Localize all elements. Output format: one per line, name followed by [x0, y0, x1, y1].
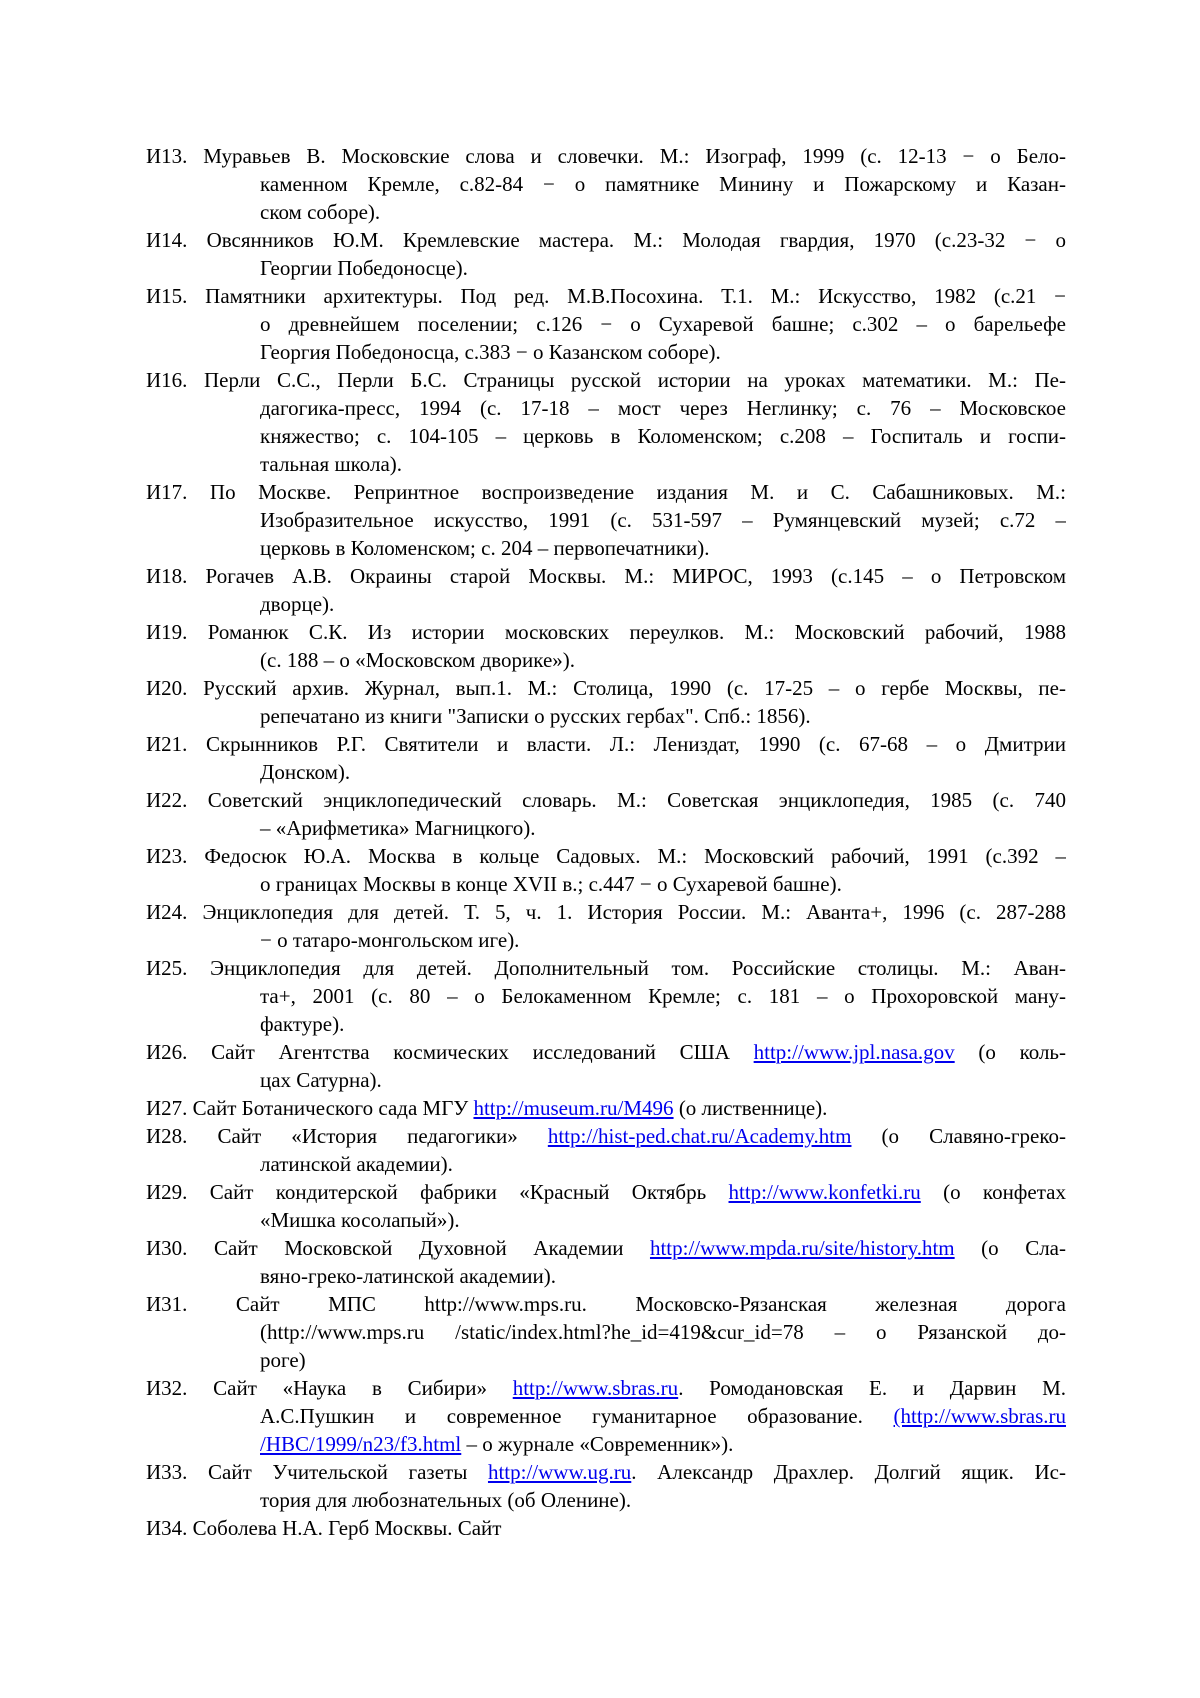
- reference-text: Георгии Победоносце).: [260, 256, 468, 280]
- reference-continuation-line: [146, 1262, 1066, 1290]
- reference-link[interactable]: http://www.mpda.ru/site/history.htm: [650, 1236, 955, 1260]
- reference-text: Изобразительное искусство, 1991 (с. 531-597 – Румянцевский музей; с.72 –: [260, 508, 1066, 532]
- reference-link[interactable]: http://www.konfetki.ru: [729, 1180, 921, 1204]
- reference-first-line: [146, 282, 1066, 310]
- reference-continuation-line: [146, 254, 1066, 282]
- reference-entry: [146, 478, 1066, 562]
- reference-text: И18. Рогачев А.В. Окраины старой Москвы. М.: МИРОС, 1993 (с.145 – о Петровском: [146, 564, 1066, 588]
- reference-first-line: [146, 730, 1066, 758]
- reference-text: о древнейшем поселении; с.126 − о Сухаревой башне; с.302 – о барельефе: [260, 312, 1066, 336]
- reference-text: (http://www.mps.ru /static/index.html?he_id=419&cur_id=78 – о Рязанской до-: [260, 1320, 1066, 1344]
- reference-link[interactable]: http://www.sbras.ru: [513, 1376, 678, 1400]
- reference-continuation-line: [146, 590, 1066, 618]
- reference-text: И27. Сайт Ботанического сада МГУ: [146, 1096, 473, 1120]
- reference-continuation-line: [146, 1066, 1066, 1094]
- reference-text: − о татаро-монгольском иге).: [260, 928, 519, 952]
- reference-text: И20. Русский архив. Журнал, вып.1. М.: Столица, 1990 (с. 17-25 – о гербе Москвы, пе-: [146, 676, 1066, 700]
- reference-first-line: [146, 1514, 1066, 1542]
- reference-first-line: [146, 674, 1066, 702]
- reference-text: латинской академии).: [260, 1152, 453, 1176]
- reference-text: И32. Сайт «Наука в Сибири»: [146, 1376, 513, 1400]
- reference-continuation-line: [146, 422, 1066, 450]
- reference-continuation-line: [146, 1150, 1066, 1178]
- reference-entry: [146, 1122, 1066, 1178]
- reference-continuation-line: [146, 1346, 1066, 1374]
- reference-text: (с. 188 – о «Московском дворике»).: [260, 648, 575, 672]
- reference-continuation-line: [146, 1402, 1066, 1430]
- reference-entry: [146, 1234, 1066, 1290]
- reference-text: И23. Федосюк Ю.А. Москва в кольце Садовых. М.: Московский рабочий, 1991 (с.392 –: [146, 844, 1066, 868]
- reference-continuation-line: [146, 338, 1066, 366]
- reference-first-line: [146, 1234, 1066, 1262]
- reference-text: . Ромодановская Е. и Дарвин М.: [678, 1376, 1066, 1400]
- reference-continuation-line: [146, 534, 1066, 562]
- reference-first-line: [146, 1374, 1066, 1402]
- reference-entry: [146, 1514, 1066, 1542]
- reference-entry: [146, 1038, 1066, 1094]
- reference-text: та+, 2001 (с. 80 – о Белокаменном Кремле; с. 181 – о Прохоровской ману-: [260, 984, 1066, 1008]
- reference-text: И22. Советский энциклопедический словарь. М.: Советская энциклопедия, 1985 (с. 740: [146, 788, 1066, 812]
- reference-text: (о лиственнице).: [674, 1096, 828, 1120]
- reference-text: И34. Соболева Н.А. Герб Москвы. Сайт: [146, 1516, 501, 1540]
- reference-continuation-line: [146, 758, 1066, 786]
- reference-text: – «Арифметика» Магницкого).: [260, 816, 536, 840]
- reference-link[interactable]: (http://www.sbras.ru: [894, 1404, 1066, 1428]
- reference-entry: [146, 1290, 1066, 1374]
- reference-continuation-line: [146, 170, 1066, 198]
- reference-link[interactable]: http://hist-ped.chat.ru/Academy.htm: [548, 1124, 852, 1148]
- reference-entry: [146, 898, 1066, 954]
- reference-text: (о Славяно-греко-: [851, 1124, 1066, 1148]
- reference-continuation-line: [146, 1430, 1066, 1458]
- reference-text: ском соборе).: [260, 200, 380, 224]
- reference-text: И16. Перли С.С., Перли Б.С. Страницы русской истории на уроках математики. М.: Пе-: [146, 368, 1066, 392]
- reference-link[interactable]: http://museum.ru/M496: [473, 1096, 673, 1120]
- reference-first-line: [146, 1038, 1066, 1066]
- reference-text: тальная школа).: [260, 452, 402, 476]
- document-page: [0, 0, 1200, 1698]
- reference-entry: [146, 1178, 1066, 1234]
- reference-entry: [146, 366, 1066, 478]
- reference-text: И26. Сайт Агентства космических исследований США: [146, 1040, 754, 1064]
- reference-text: И15. Памятники архитектуры. Под ред. М.В.Посохина. Т.1. М.: Искусство, 1982 (с.21 −: [146, 284, 1066, 308]
- reference-text: А.С.Пушкин и современное гуманитарное образование.: [260, 1404, 894, 1428]
- reference-text: дагогика-пресс, 1994 (с. 17-18 – мост через Неглинку; с. 76 – Московское: [260, 396, 1066, 420]
- reference-text: И29. Сайт кондитерской фабрики «Красный Октябрь: [146, 1180, 729, 1204]
- reference-continuation-line: [146, 1318, 1066, 1346]
- reference-text: И13. Муравьев В. Московские слова и словечки. М.: Изограф, 1999 (с. 12-13 − о Бело-: [146, 144, 1066, 168]
- reference-first-line: [146, 786, 1066, 814]
- reference-continuation-line: [146, 926, 1066, 954]
- reference-text: (о Сла-: [955, 1236, 1066, 1260]
- reference-first-line: [146, 478, 1066, 506]
- reference-text: княжество; с. 104-105 – церковь в Коломенском; с.208 – Госпиталь и госпи-: [260, 424, 1066, 448]
- reference-continuation-line: [146, 814, 1066, 842]
- reference-text: Донском).: [260, 760, 350, 784]
- reference-text: И28. Сайт «История педагогики»: [146, 1124, 548, 1148]
- reference-text: (о конфетах: [921, 1180, 1066, 1204]
- reference-entry: [146, 1094, 1066, 1122]
- reference-first-line: [146, 898, 1066, 926]
- reference-entry: [146, 142, 1066, 226]
- reference-text: дворце).: [260, 592, 334, 616]
- reference-first-line: [146, 1458, 1066, 1486]
- reference-first-line: [146, 226, 1066, 254]
- reference-text: тория для любознательных (об Оленине).: [260, 1488, 631, 1512]
- reference-text: (о коль-: [955, 1040, 1066, 1064]
- reference-first-line: [146, 562, 1066, 590]
- reference-entry: [146, 842, 1066, 898]
- reference-text: И31. Сайт МПС http://www.mps.ru. Московско-Рязанская железная дорога: [146, 1292, 1066, 1316]
- reference-first-line: [146, 954, 1066, 982]
- reference-first-line: [146, 1178, 1066, 1206]
- reference-text: вяно-греко-латинской академии).: [260, 1264, 556, 1288]
- reference-entry: [146, 562, 1066, 618]
- reference-entry: [146, 1458, 1066, 1514]
- reference-continuation-line: [146, 870, 1066, 898]
- reference-text: «Мишка косолапый»).: [260, 1208, 460, 1232]
- reference-first-line: [146, 142, 1066, 170]
- reference-text: каменном Кремле, с.82-84 − о памятнике Минину и Пожарскому и Казан-: [260, 172, 1066, 196]
- reference-text: фактуре).: [260, 1012, 344, 1036]
- reference-text: И19. Романюк С.К. Из истории московских переулков. М.: Московский рабочий, 1988: [146, 620, 1066, 644]
- reference-entry: [146, 786, 1066, 842]
- reference-continuation-line: [146, 702, 1066, 730]
- reference-continuation-line: [146, 394, 1066, 422]
- reference-continuation-line: [146, 506, 1066, 534]
- reference-text: цах Сатурна).: [260, 1068, 382, 1092]
- reference-entry: [146, 1374, 1066, 1458]
- reference-list: [146, 142, 1066, 1542]
- reference-first-line: [146, 1122, 1066, 1150]
- reference-first-line: [146, 618, 1066, 646]
- reference-continuation-line: [146, 646, 1066, 674]
- reference-text: И33. Сайт Учительской газеты: [146, 1460, 488, 1484]
- reference-link[interactable]: /HBC/1999/n23/f3.html: [260, 1432, 461, 1456]
- reference-text: И14. Овсянников Ю.М. Кремлевские мастера. М.: Молодая гвардия, 1970 (с.23-32 − о: [146, 228, 1066, 252]
- reference-text: о границах Москвы в конце XVII в.; с.447 − о Сухаревой башне).: [260, 872, 842, 896]
- reference-link[interactable]: http://www.jpl.nasa.gov: [754, 1040, 955, 1064]
- reference-entry: [146, 954, 1066, 1038]
- reference-first-line: [146, 1094, 1066, 1122]
- reference-text: . Александр Драхлер. Долгий ящик. Ис-: [631, 1460, 1066, 1484]
- reference-text: церковь в Коломенском; с. 204 – первопечатники).: [260, 536, 710, 560]
- reference-entry: [146, 618, 1066, 674]
- reference-link[interactable]: http://www.ug.ru: [488, 1460, 631, 1484]
- reference-continuation-line: [146, 1010, 1066, 1038]
- reference-text: Георгия Победоносца, с.383 − о Казанском соборе).: [260, 340, 721, 364]
- reference-entry: [146, 730, 1066, 786]
- reference-entry: [146, 226, 1066, 282]
- reference-entry: [146, 674, 1066, 730]
- reference-text: И25. Энциклопедия для детей. Дополнительный том. Российские столицы. М.: Аван-: [146, 956, 1066, 980]
- reference-text: И24. Энциклопедия для детей. Т. 5, ч. 1. История России. М.: Аванта+, 1996 (с. 287-288: [146, 900, 1066, 924]
- reference-first-line: [146, 366, 1066, 394]
- reference-continuation-line: [146, 310, 1066, 338]
- reference-text: роге): [260, 1348, 306, 1372]
- reference-text: И17. По Москве. Репринтное воспроизведение издания М. и С. Сабашниковых. М.:: [146, 480, 1066, 504]
- reference-text: И30. Сайт Московской Духовной Академии: [146, 1236, 650, 1260]
- reference-text: – о журнале «Современник»).: [461, 1432, 733, 1456]
- reference-first-line: [146, 842, 1066, 870]
- reference-continuation-line: [146, 198, 1066, 226]
- reference-entry: [146, 282, 1066, 366]
- reference-first-line: [146, 1290, 1066, 1318]
- reference-text: И21. Скрынников Р.Г. Святители и власти. Л.: Лениздат, 1990 (с. 67-68 – о Дмитрии: [146, 732, 1066, 756]
- reference-continuation-line: [146, 1206, 1066, 1234]
- reference-continuation-line: [146, 1486, 1066, 1514]
- reference-text: репечатано из книги "Записки о русских гербах". Спб.: 1856).: [260, 704, 811, 728]
- reference-continuation-line: [146, 982, 1066, 1010]
- reference-continuation-line: [146, 450, 1066, 478]
